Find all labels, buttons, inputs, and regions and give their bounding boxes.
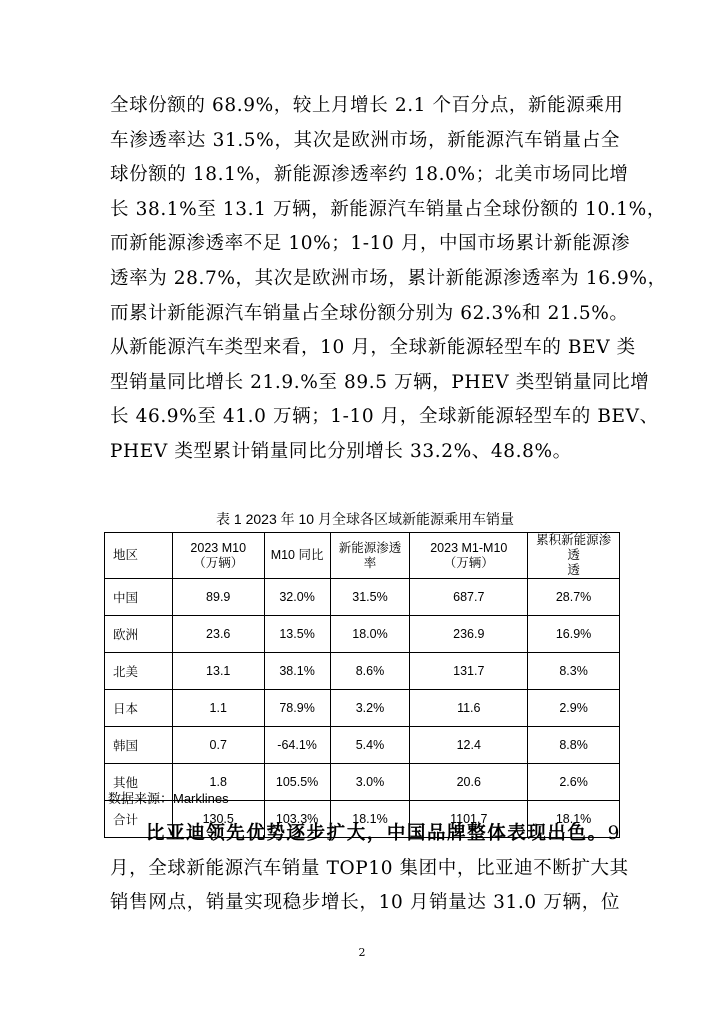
text-line: 长 38.1%至 13.1 万辆，新能源汽车销量占全球份额的 10.1%， xyxy=(110,198,666,220)
cell-m10: 89.9 xyxy=(172,579,264,616)
cell-m10: 0.7 xyxy=(172,727,264,764)
cell-penetration: 5.4% xyxy=(330,727,410,764)
text-line: 全球份额的 68.9%，较上月增长 2.1 个百分点，新能源乘用 xyxy=(110,95,624,116)
cell-m10: 1.1 xyxy=(172,690,264,727)
table-header-row xyxy=(105,533,620,579)
text-line: 销售网点，销量实现稳步增长，10 月销量达 31.0 万辆，位 xyxy=(110,892,620,914)
cell-yoy: 78.9% xyxy=(264,690,330,727)
cell-penetration: 18.1% xyxy=(330,801,410,838)
header-ytd: 2023 M1-M10 （万辆） xyxy=(410,533,528,579)
header-region: 地区 xyxy=(105,533,173,579)
table-row xyxy=(105,579,620,616)
text-line: 车渗透率达 31.5%，其次是欧洲市场，新能源汽车销量占全 xyxy=(110,129,620,151)
cell-m10: 1.8 xyxy=(172,764,264,801)
text-line: 长 46.9%至 41.0 万辆；1-10 月，全球新能源轻型车的 BEV、 xyxy=(110,406,659,428)
cell-penetration: 18.0% xyxy=(330,616,410,653)
cell-region: 中国 xyxy=(105,579,173,616)
table-source: 数据来源：Marklines xyxy=(108,791,229,806)
cell-ytd: 131.7 xyxy=(410,653,528,690)
header-penetration: 新能源渗透 率 xyxy=(330,533,410,579)
cell-cumulative: 8.8% xyxy=(528,727,620,764)
cell-ytd: 687.7 xyxy=(410,579,528,616)
header-m10: 2023 M10 （万辆） xyxy=(172,533,264,579)
text-line: PHEV 类型累计销量同比分别增长 33.2%、48.8%。 xyxy=(110,440,572,462)
cell-yoy: 105.5% xyxy=(264,764,330,801)
cell-cumulative: 16.9% xyxy=(528,616,620,653)
cell-yoy: 38.1% xyxy=(264,653,330,690)
cell-cumulative: 28.7% xyxy=(528,579,620,616)
cell-penetration: 31.5% xyxy=(330,579,410,616)
cell-yoy: 13.5% xyxy=(264,616,330,653)
cell-yoy: -64.1% xyxy=(264,727,330,764)
text-line: 月，全球新能源汽车销量 TOP10 集团中，比亚迪不断扩大其 xyxy=(110,857,629,879)
cell-penetration: 3.0% xyxy=(330,764,410,801)
paragraph-byd xyxy=(110,817,629,921)
text-line: 而累计新能源汽车销量占全球份额分别为 62.3%和 21.5%。 xyxy=(110,302,629,324)
table-row xyxy=(105,653,620,690)
table-title: 表 1 2023 年 10 月全球各区域新能源乘用车销量 xyxy=(216,511,514,527)
table-row xyxy=(105,727,620,764)
cell-ytd: 236.9 xyxy=(410,616,528,653)
cell-ytd: 20.6 xyxy=(410,764,528,801)
text-line: 型销量同比增长 21.9.%至 89.5 万辆，PHEV 类型销量同比增 xyxy=(110,371,650,393)
line-continuation: 9 xyxy=(607,823,620,844)
cell-region: 韩国 xyxy=(105,727,173,764)
cell-region: 欧洲 xyxy=(105,616,173,653)
header-cumulative-penetration: 累积新能源渗透 透 xyxy=(528,533,620,579)
cell-region: 合计 xyxy=(105,801,173,838)
paragraph-market-share xyxy=(110,89,667,470)
cell-cumulative: 18.1% xyxy=(528,801,620,838)
cell-ytd: 12.4 xyxy=(410,727,528,764)
cell-m10: 13.1 xyxy=(172,653,264,690)
table-row xyxy=(105,690,620,727)
text-line: 从新能源汽车类型来看，10 月，全球新能源轻型车的 BEV 类 xyxy=(110,337,636,359)
page-number: 2 xyxy=(358,946,366,959)
cell-penetration: 3.2% xyxy=(330,690,410,727)
cell-m10: 23.6 xyxy=(172,616,264,653)
text-line xyxy=(110,817,620,852)
cell-ytd: 11.6 xyxy=(410,690,528,727)
cell-region: 其他 xyxy=(105,764,173,801)
cell-cumulative: 2.9% xyxy=(528,690,620,727)
table-row xyxy=(105,616,620,653)
text-line: 而新能源渗透率不足 10%；1-10 月，中国市场累计新能源渗 xyxy=(110,233,631,255)
cell-yoy: 32.0% xyxy=(264,579,330,616)
cell-region: 日本 xyxy=(105,690,173,727)
header-yoy: M10 同比 xyxy=(264,533,330,579)
bold-lead-sentence: 比亚迪领先优势逐步扩大，中国品牌整体表现出色。 xyxy=(146,823,608,844)
cell-region: 北美 xyxy=(105,653,173,690)
cell-penetration: 8.6% xyxy=(330,653,410,690)
cell-m10: 130.5 xyxy=(172,801,264,838)
text-line: 球份额的 18.1%，新能源渗透率约 18.0%；北美市场同比增 xyxy=(110,164,629,186)
cell-cumulative: 8.3% xyxy=(528,653,620,690)
text-line: 透率为 28.7%，其次是欧洲市场，累计新能源渗透率为 16.9%， xyxy=(110,267,667,289)
cell-cumulative: 2.6% xyxy=(528,764,620,801)
cell-yoy: 103.3% xyxy=(264,801,330,838)
cell-ytd: 1101.7 xyxy=(410,801,528,838)
